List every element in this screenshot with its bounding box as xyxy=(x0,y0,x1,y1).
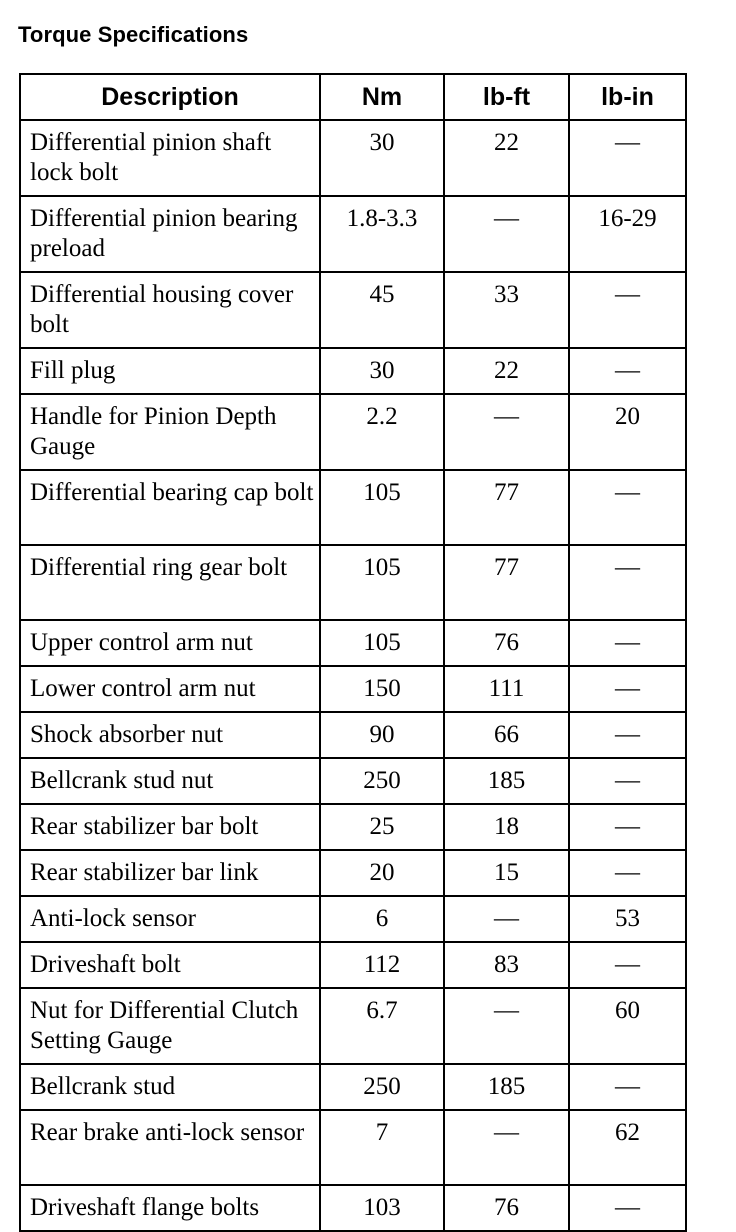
cell-description: Upper control arm nut xyxy=(20,620,320,666)
cell-lb-ft: — xyxy=(444,196,569,272)
cell-description: Differential pinion shaft lock bolt xyxy=(20,120,320,196)
cell-lb-in: 53 xyxy=(569,896,686,942)
cell-description: Rear brake anti-lock sensor xyxy=(20,1110,320,1185)
table-row xyxy=(20,988,686,1064)
cell-description: Fill plug xyxy=(20,348,320,394)
table-row xyxy=(20,1185,686,1231)
cell-lb-in: — xyxy=(569,470,686,545)
page-title: Torque Specifications xyxy=(18,22,249,47)
cell-description: Differential ring gear bolt xyxy=(20,545,320,620)
cell-lb-in: — xyxy=(569,1185,686,1231)
cell-description: Bellcrank stud nut xyxy=(20,758,320,804)
cell-lb-in: 60 xyxy=(569,988,686,1064)
cell-nm: 2.2 xyxy=(320,394,444,470)
cell-description: Differential housing cover bolt xyxy=(20,272,320,348)
cell-lb-ft: 76 xyxy=(444,620,569,666)
cell-lb-in: 62 xyxy=(569,1110,686,1185)
cell-lb-in: — xyxy=(569,942,686,988)
cell-lb-in: — xyxy=(569,120,686,196)
cell-lb-ft: 66 xyxy=(444,712,569,758)
cell-nm: 105 xyxy=(320,545,444,620)
cell-description: Differential pinion bearing preload xyxy=(20,196,320,272)
cell-lb-ft: 33 xyxy=(444,272,569,348)
table-row xyxy=(20,196,686,272)
cell-nm: 90 xyxy=(320,712,444,758)
table-row xyxy=(20,545,686,620)
cell-lb-ft: 22 xyxy=(444,348,569,394)
table-row xyxy=(20,758,686,804)
table-row xyxy=(20,896,686,942)
table-row xyxy=(20,272,686,348)
cell-lb-in: — xyxy=(569,545,686,620)
cell-description: Driveshaft bolt xyxy=(20,942,320,988)
table-row xyxy=(20,712,686,758)
cell-nm: 250 xyxy=(320,758,444,804)
table-row xyxy=(20,666,686,712)
header-lb-in: lb-in xyxy=(569,74,686,120)
table-row xyxy=(20,620,686,666)
header-description: Description xyxy=(20,74,320,120)
cell-lb-in: — xyxy=(569,712,686,758)
cell-nm: 1.8-3.3 xyxy=(320,196,444,272)
cell-description: Anti-lock sensor xyxy=(20,896,320,942)
cell-nm: 30 xyxy=(320,348,444,394)
cell-lb-in: — xyxy=(569,804,686,850)
cell-nm: 25 xyxy=(320,804,444,850)
cell-description: Rear stabilizer bar link xyxy=(20,850,320,896)
cell-lb-ft: — xyxy=(444,988,569,1064)
cell-lb-ft: — xyxy=(444,394,569,470)
table-row xyxy=(20,1064,686,1110)
cell-lb-in: — xyxy=(569,620,686,666)
cell-nm: 105 xyxy=(320,620,444,666)
cell-lb-in: 16-29 xyxy=(569,196,686,272)
table-row xyxy=(20,120,686,196)
cell-description: Handle for Pinion Depth Gauge xyxy=(20,394,320,470)
cell-lb-ft: 111 xyxy=(444,666,569,712)
cell-lb-in: 20 xyxy=(569,394,686,470)
cell-lb-in: — xyxy=(569,1064,686,1110)
cell-lb-in: — xyxy=(569,666,686,712)
cell-nm: 7 xyxy=(320,1110,444,1185)
cell-description: Lower control arm nut xyxy=(20,666,320,712)
cell-lb-in: — xyxy=(569,272,686,348)
cell-lb-ft: 22 xyxy=(444,120,569,196)
cell-lb-ft: — xyxy=(444,896,569,942)
cell-nm: 105 xyxy=(320,470,444,545)
cell-description: Rear stabilizer bar bolt xyxy=(20,804,320,850)
cell-lb-ft: 15 xyxy=(444,850,569,896)
cell-lb-in: — xyxy=(569,348,686,394)
cell-lb-ft: 185 xyxy=(444,1064,569,1110)
table-row xyxy=(20,394,686,470)
header-lb-ft: lb-ft xyxy=(444,74,569,120)
cell-lb-ft: 185 xyxy=(444,758,569,804)
cell-description: Nut for Differential Clutch Setting Gauge xyxy=(20,988,320,1064)
table-row xyxy=(20,804,686,850)
cell-nm: 6 xyxy=(320,896,444,942)
torque-spec-table xyxy=(19,73,687,1232)
cell-nm: 112 xyxy=(320,942,444,988)
cell-nm: 250 xyxy=(320,1064,444,1110)
cell-lb-in: — xyxy=(569,758,686,804)
cell-lb-ft: 77 xyxy=(444,545,569,620)
cell-nm: 45 xyxy=(320,272,444,348)
table-row xyxy=(20,850,686,896)
cell-nm: 6.7 xyxy=(320,988,444,1064)
table-row xyxy=(20,348,686,394)
cell-description: Differential bearing cap bolt xyxy=(20,470,320,545)
cell-lb-in: — xyxy=(569,850,686,896)
table-header-row xyxy=(20,74,686,120)
cell-lb-ft: 18 xyxy=(444,804,569,850)
cell-nm: 30 xyxy=(320,120,444,196)
cell-nm: 150 xyxy=(320,666,444,712)
cell-nm: 20 xyxy=(320,850,444,896)
table-row xyxy=(20,942,686,988)
cell-description: Bellcrank stud xyxy=(20,1064,320,1110)
table-row xyxy=(20,1110,686,1185)
cell-lb-ft: 83 xyxy=(444,942,569,988)
cell-description: Shock absorber nut xyxy=(20,712,320,758)
cell-description: Driveshaft flange bolts xyxy=(20,1185,320,1231)
header-nm: Nm xyxy=(320,74,444,120)
cell-lb-ft: 76 xyxy=(444,1185,569,1231)
cell-nm: 103 xyxy=(320,1185,444,1231)
cell-lb-ft: 77 xyxy=(444,470,569,545)
cell-lb-ft: — xyxy=(444,1110,569,1185)
table-row xyxy=(20,470,686,545)
